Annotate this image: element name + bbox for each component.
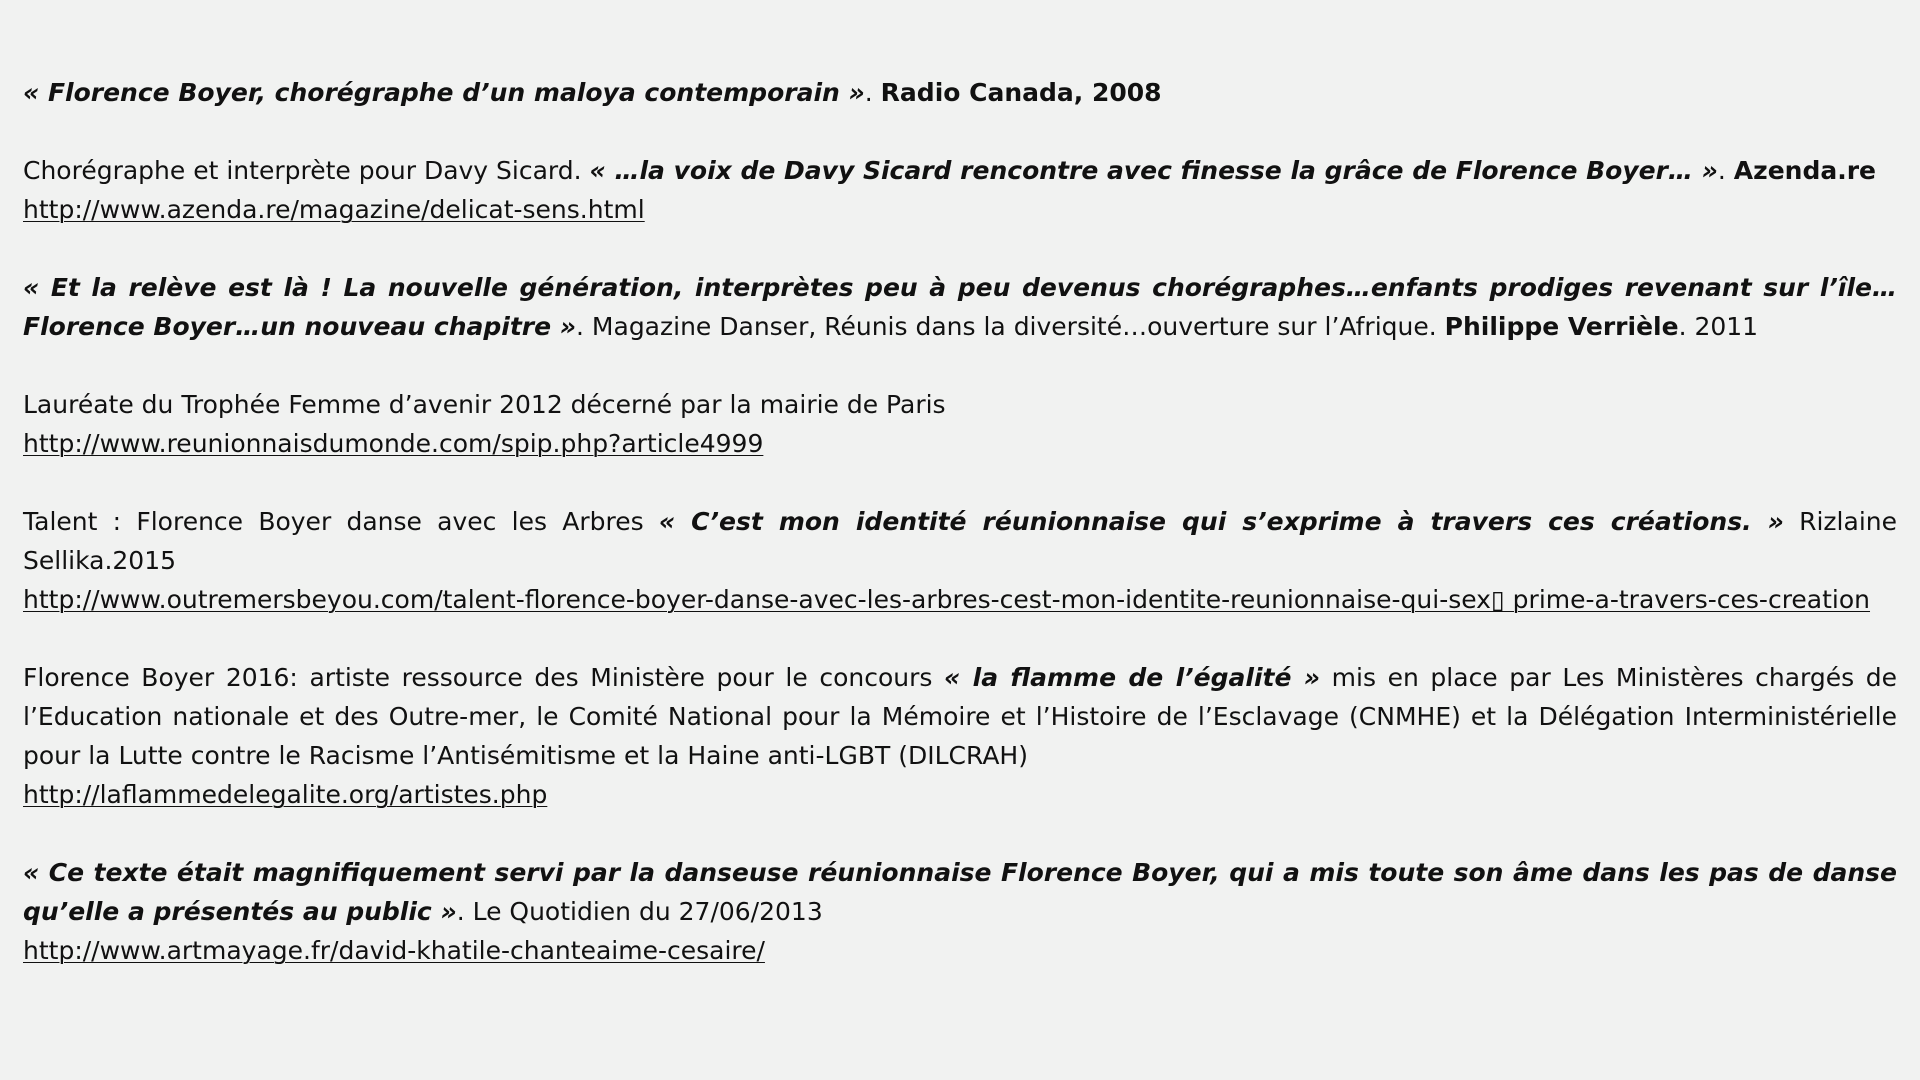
quote-context: . Magazine Danser, Réunis dans la diversité…ouverture sur l’Afrique.	[576, 312, 1445, 341]
press-quote: « la flamme de l’égalité »	[944, 663, 1321, 692]
press-quote: « Et la relève est là ! La nouvelle génération, interprètes peu à peu devenus chorégraphes…enfants prodiges revenant sur l’île… Florence Boyer…un nouveau chapitre »	[23, 273, 1897, 341]
press-entry-radio-canada	[23, 73, 1897, 112]
source-link[interactable]: http://www.reunionnaisdumonde.com/spip.php?article4999	[23, 429, 764, 458]
press-entry-azenda	[23, 151, 1897, 229]
entry-paragraph	[23, 268, 1897, 346]
press-entry-trophee	[23, 385, 1897, 463]
entry-text: Lauréate du Trophée Femme d’avenir 2012 décerné par la mairie de Paris	[23, 390, 946, 419]
entry-link-line	[23, 775, 1897, 814]
entry-intro: Talent : Florence Boyer danse avec les Arbres	[23, 507, 659, 536]
press-author: Philippe Verrièle	[1444, 312, 1679, 341]
entry-intro: Chorégraphe et interprète pour Davy Sicard.	[23, 156, 590, 185]
quote-context: Rizlaine Sellika.2015	[23, 507, 1897, 575]
entry-link-line	[23, 580, 1897, 619]
entry-paragraph	[23, 151, 1897, 190]
source-link[interactable]: http://www.artmayage.fr/david-khatile-chanteaime-cesaire/	[23, 936, 765, 965]
quote-separator: .	[1717, 156, 1734, 185]
press-quote: « …la voix de Davy Sicard rencontre avec finesse la grâce de Florence Boyer… »	[589, 156, 1718, 185]
press-quote: « Florence Boyer, chorégraphe d’un maloya contemporain »	[23, 78, 865, 107]
press-source: Radio Canada, 2008	[880, 78, 1162, 107]
press-entry-quotidien	[23, 853, 1897, 970]
source-link[interactable]: http://laflammedelegalite.org/artistes.php	[23, 780, 548, 809]
entry-paragraph	[23, 658, 1897, 775]
source-link[interactable]: http://www.outremersbeyou.com/talent-florence-boyer-danse-avec-les-arbres-cest-mon-identite-reunionnaise-qui-sex▯ prime-a-travers-ces-creation	[23, 585, 1871, 614]
source-link[interactable]: http://www.azenda.re/magazine/delicat-sens.html	[23, 195, 645, 224]
quote-context: . Le Quotidien du 27/06/2013	[456, 897, 823, 926]
press-quote: « C’est mon identité réunionnaise qui s’exprime à travers ces créations. »	[658, 507, 1784, 536]
press-entry-talent	[23, 502, 1897, 619]
entry-paragraph	[23, 73, 1897, 112]
press-year: . 2011	[1678, 312, 1759, 341]
quote-context: mis en place par Les Ministères chargés de l’Education nationale et des Outre-mer, le Comité National pour la Mémoire et l’Histoire de l’Esclavage (CNMHE) et la Délégation Interministérielle pour la Lutte contre le Racisme l’Antisémitisme et la Haine anti-LGBT (DILCRAH)	[23, 663, 1898, 770]
entry-paragraph	[23, 502, 1897, 580]
press-entry-danser	[23, 268, 1897, 346]
entry-link-line	[23, 424, 1897, 463]
entry-paragraph	[23, 853, 1897, 931]
entry-intro: Florence Boyer 2016: artiste ressource des Ministère pour le concours	[23, 663, 945, 692]
press-source: Azenda.re	[1733, 156, 1876, 185]
press-quote: « Ce texte était magnifiquement servi par la danseuse réunionnaise Florence Boyer, qui a mis toute son âme dans les pas de danse qu’elle a présentés au public »	[23, 858, 1897, 926]
entry-link-line	[23, 190, 1897, 229]
quote-separator: .	[864, 78, 881, 107]
press-entry-flamme-egalite	[23, 658, 1897, 814]
entry-link-line	[23, 931, 1897, 970]
